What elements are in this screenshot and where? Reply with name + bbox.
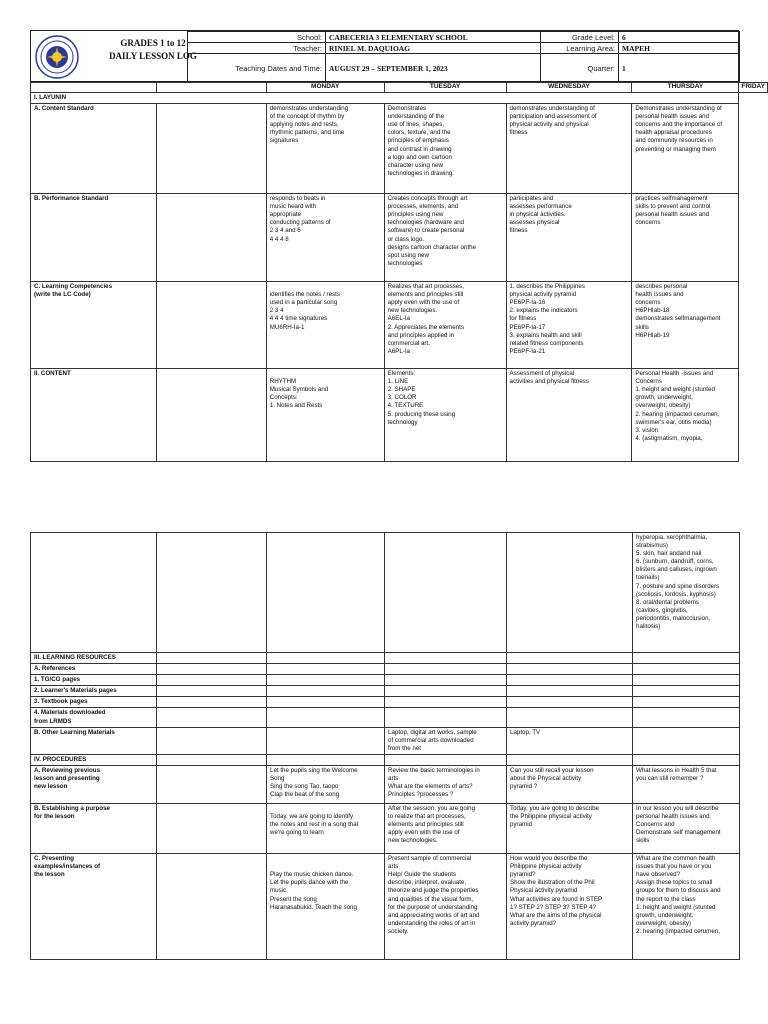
table-cell [267, 664, 385, 675]
table-cell [157, 697, 267, 708]
table-row [31, 369, 768, 462]
row-label: 2. Learner's Materials pages [31, 686, 157, 697]
table-cell: Can you still recall your lesson about the Physical activity pyramid ? [507, 766, 633, 804]
table-cell [156, 369, 266, 462]
table-cell: describes personal health issues and concerns H6PHIab-18 demonstrates selfmanagement skills H6PHIab-19 [632, 282, 739, 369]
table-cell [157, 653, 267, 664]
table-cell: responds to beats in music heard with appropriate conducting patterns of 2 3 4 and 6 4 4 4 8 [266, 194, 384, 282]
table-cell: participates and assesses performance in physical activities. assesses physical fitness [506, 194, 632, 282]
table-row [31, 727, 740, 754]
table-cell: Today, you are going to describe the Philippine physical activity pyramid [507, 804, 633, 854]
table-row [31, 194, 768, 282]
table-cell: Review the basic terminologies in arts What are the elements of arts? Principles ?processes ? [385, 766, 507, 804]
table-cell: Creates concepts through art processes, elements, and principles using new technologies (hardware and software) to create personal or class logo. designs cartoon character onthe spot using new technologies [384, 194, 506, 282]
table-row [31, 854, 740, 960]
table-cell: Personal Health -Issues and Concerns 1. height and weight (stunted growth, underweight, overweight, obesity) 2. hearing (impacted cerumen, swimmer's ear, otitis media) 3. vision 4. (astigmatism, myopia, [632, 369, 739, 462]
table-cell: Assessment of physical activities and physical fitness [506, 369, 632, 462]
table-cell: Play the music chicken dance. Let the pupils dance with the music Present the song Haranasabukid. Teach the song [267, 854, 385, 960]
table-row [31, 766, 740, 804]
lesson-table-page-2 [30, 532, 740, 960]
table-cell: Let the pupils sing the Welcome Song Sing the song Tao, taopo Clap the beat of the song [267, 766, 385, 804]
table-cell: practices selfmanagement skills to prevent and control personal health issues and concerns [632, 194, 739, 282]
table-cell [507, 754, 633, 765]
table-cell [507, 664, 633, 675]
teacher-label: Teacher: [188, 43, 326, 54]
grade-level-value: 6 [619, 32, 740, 43]
row-label: 1. TG/CG pages [31, 675, 157, 686]
table-cell [507, 533, 633, 653]
table-cell [157, 754, 267, 765]
table-cell [267, 675, 385, 686]
table-row [31, 533, 740, 653]
table-cell [157, 727, 267, 754]
table-row [31, 282, 768, 369]
learning-area-value: MAPEH [619, 43, 740, 54]
table-cell [267, 754, 385, 765]
table-row [31, 754, 740, 765]
table-row [31, 697, 740, 708]
table-cell [507, 708, 633, 727]
row-label: IV. PROCEDURES [31, 754, 157, 765]
table-cell [633, 664, 740, 675]
header-blank-cell [156, 83, 266, 93]
lesson-log-header [30, 30, 739, 82]
table-cell: Today, we are going to identify the notes and rest in a song that we're going to learn [267, 804, 385, 854]
day-header-row [31, 83, 768, 93]
learning-area-label: Learning Area: [541, 43, 619, 54]
table-cell: identifies the notes / rests used in a particular song 2 3 4 4 4 4 time signatures MU6RH-Ia-1 [266, 282, 384, 369]
table-cell [385, 686, 507, 697]
table-cell [633, 686, 740, 697]
deped-seal-icon [35, 35, 79, 79]
table-cell: 1. describes the Philippines physical activity pyramid PE6PF-Ia-16 2. explains the indicators for fitness PE6PF-Ia-17 3. explains health and skill related fitness components PE6PF-Ia-21 [506, 282, 632, 369]
table-cell: demonstrates understanding of the concept of rhythm by applying notes and rests, rhythmic patterns, and time signatures [266, 104, 384, 194]
table-row [31, 653, 740, 664]
table-cell [633, 675, 740, 686]
school-label: School: [188, 32, 326, 43]
table-cell [157, 804, 267, 854]
table-row [31, 104, 768, 194]
table-cell [157, 533, 267, 653]
table-cell [385, 653, 507, 664]
row-label: B. Establishing a purpose for the lesson [31, 804, 157, 854]
table-cell [385, 697, 507, 708]
row-label: B. Performance Standard [31, 194, 157, 282]
table-cell [157, 708, 267, 727]
table-row [31, 708, 740, 727]
table-cell: Demonstrates understanding of the use of lines, shapes, colors, texture, and the principles of emphasis and contrast in drawing a logo and own cartoon character using new technologies in drawing. [384, 104, 506, 194]
quarter-label: Quarter: [541, 54, 619, 83]
table-cell [156, 282, 266, 369]
row-label: C. Presenting examples/instances of the lesson [31, 854, 157, 960]
table-cell: Laptop, digital art works, sample of commercial arts downloaded from the net [385, 727, 507, 754]
table-cell [385, 533, 507, 653]
table-cell: After the session, you are going to realize that art processes, elements and principles still apply even with the use of new technologies. [385, 804, 507, 854]
table-cell: Laptop, TV [507, 727, 633, 754]
day-header-friday: FRIDAY [739, 83, 768, 93]
table-cell: What lessons in Health 5 that you can still remember ? [633, 766, 740, 804]
row-label: C. Learning Competencies (write the LC Code) [31, 282, 157, 369]
day-header-monday: MONDAY [266, 83, 384, 93]
day-header-wednesday: WEDNESDAY [506, 83, 632, 93]
table-cell [507, 686, 633, 697]
table-cell: In our lesson you will describe personal health issues and Concerns and Demonstrate self management skills [633, 804, 740, 854]
table-cell [267, 708, 385, 727]
table-cell [267, 727, 385, 754]
table-cell: What are the common health issues that you have or you have observed? Assign these topics to small groups for them to discuss and the report to the class 1. height and weight (stunted growth, underweight, overweight, obesity) 2. hearing (impacted cerumen, [633, 854, 740, 960]
row-label: II. CONTENT [31, 369, 157, 462]
row-label: B. Other Learning Materials [31, 727, 157, 754]
table-cell [385, 754, 507, 765]
table-cell [157, 766, 267, 804]
table-cell [157, 675, 267, 686]
table-cell [507, 675, 633, 686]
table-cell [385, 708, 507, 727]
table-cell [267, 533, 385, 653]
table-cell: RHYTHM Musical Symbols and Concepts: 1. Notes and Rests [266, 369, 384, 462]
table-row [31, 675, 740, 686]
table-row [31, 93, 768, 104]
school-value: CABECERIA 3 ELEMENTARY SCHOOL [326, 32, 541, 43]
day-header-tuesday: TUESDAY [384, 83, 506, 93]
table-cell: Present sample of commercial arts Help/ Guide the students describe, interpret, evaluate, theorize and judge the properties and qualities of the visual form, for the purpose of understanding and appreciating works of art and understanding the roles of art in society. [385, 854, 507, 960]
table-cell [157, 686, 267, 697]
table-cell [633, 727, 740, 754]
table-cell [267, 697, 385, 708]
table-cell: demonstrates understanding of participation and assessment of physical activity and physical fitness [506, 104, 632, 194]
table-cell [633, 653, 740, 664]
table-cell [157, 664, 267, 675]
table-cell [385, 675, 507, 686]
table-cell [633, 754, 740, 765]
table-cell: hyperopia, xerophthalmia, strabismus) 5. skin, hair andand nail 6. (sunburn, dandruff, corns, blisters and calluses, ingrown toenails) 7. posture and spine disorders (scoliosis, lordosis, kyphosis) 8. oral/dental problems (cavities, gingivitis, periodontitis, malocclusion, halitosis) [633, 533, 740, 653]
quarter-value: 1 [619, 54, 740, 83]
dates-value: AUGUST 29 – SEPTEMBER 1, 2023 [326, 54, 541, 83]
grade-level-label: Grade Level: [541, 32, 619, 43]
row-label: A. Reviewing previous lesson and presenting new lesson [31, 766, 157, 804]
title-line-2: DAILY LESSON LOG [109, 51, 197, 61]
lesson-table-page-1 [30, 82, 768, 462]
table-cell: Realizes that art processes, elements and principles still apply even with the use of new technologies. A6EL-Ia 2. Appreciates the elements and principles applied in commercial art. A6PL-Ia [384, 282, 506, 369]
row-label: 3. Textbook pages [31, 697, 157, 708]
table-cell [157, 854, 267, 960]
table-cell: Demonstrates understanding of personal health issues and concerns and the importance of health appraisal procedures and community resources in preventing or managing them [632, 104, 739, 194]
table-cell [507, 653, 633, 664]
table-cell [633, 708, 740, 727]
table-cell [267, 653, 385, 664]
day-header-thursday: THURSDAY [632, 83, 739, 93]
table-cell [507, 697, 633, 708]
row-label: A. References [31, 664, 157, 675]
table-cell [385, 664, 507, 675]
table-row [31, 804, 740, 854]
row-label: I. LAYUNIN [31, 93, 739, 104]
table-cell [156, 104, 266, 194]
table-cell: How would you describe the Philippine physical activity pyramid? Show the illustration of the Phil Physical activity pyramid What activities are found in STEP 1? STEP 2? STEP 3? STEP 4? What are the aims of the physical activity pyramid? [507, 854, 633, 960]
table-cell: Elements: 1. LINE 2. SHAPE 3. COLOR 4. TEXTURE 5. producing these using technology [384, 369, 506, 462]
table-cell [267, 686, 385, 697]
teacher-value: RINIEL M. DAQUIOAG [326, 43, 541, 54]
table-row [31, 686, 740, 697]
row-label [31, 533, 157, 653]
dates-label: Teaching Dates and Time: [188, 54, 326, 83]
title-line-1: GRADES 1 to 12 [120, 38, 186, 48]
row-label: 4. Materials downloaded from LRMDS [31, 708, 157, 727]
table-row [31, 664, 740, 675]
table-cell [156, 194, 266, 282]
header-info-grid [187, 31, 740, 83]
table-cell [633, 697, 740, 708]
row-label: A. Content Standard [31, 104, 157, 194]
header-blank-cell [31, 83, 157, 93]
row-label: III. LEARNING RESOURCES [31, 653, 157, 664]
